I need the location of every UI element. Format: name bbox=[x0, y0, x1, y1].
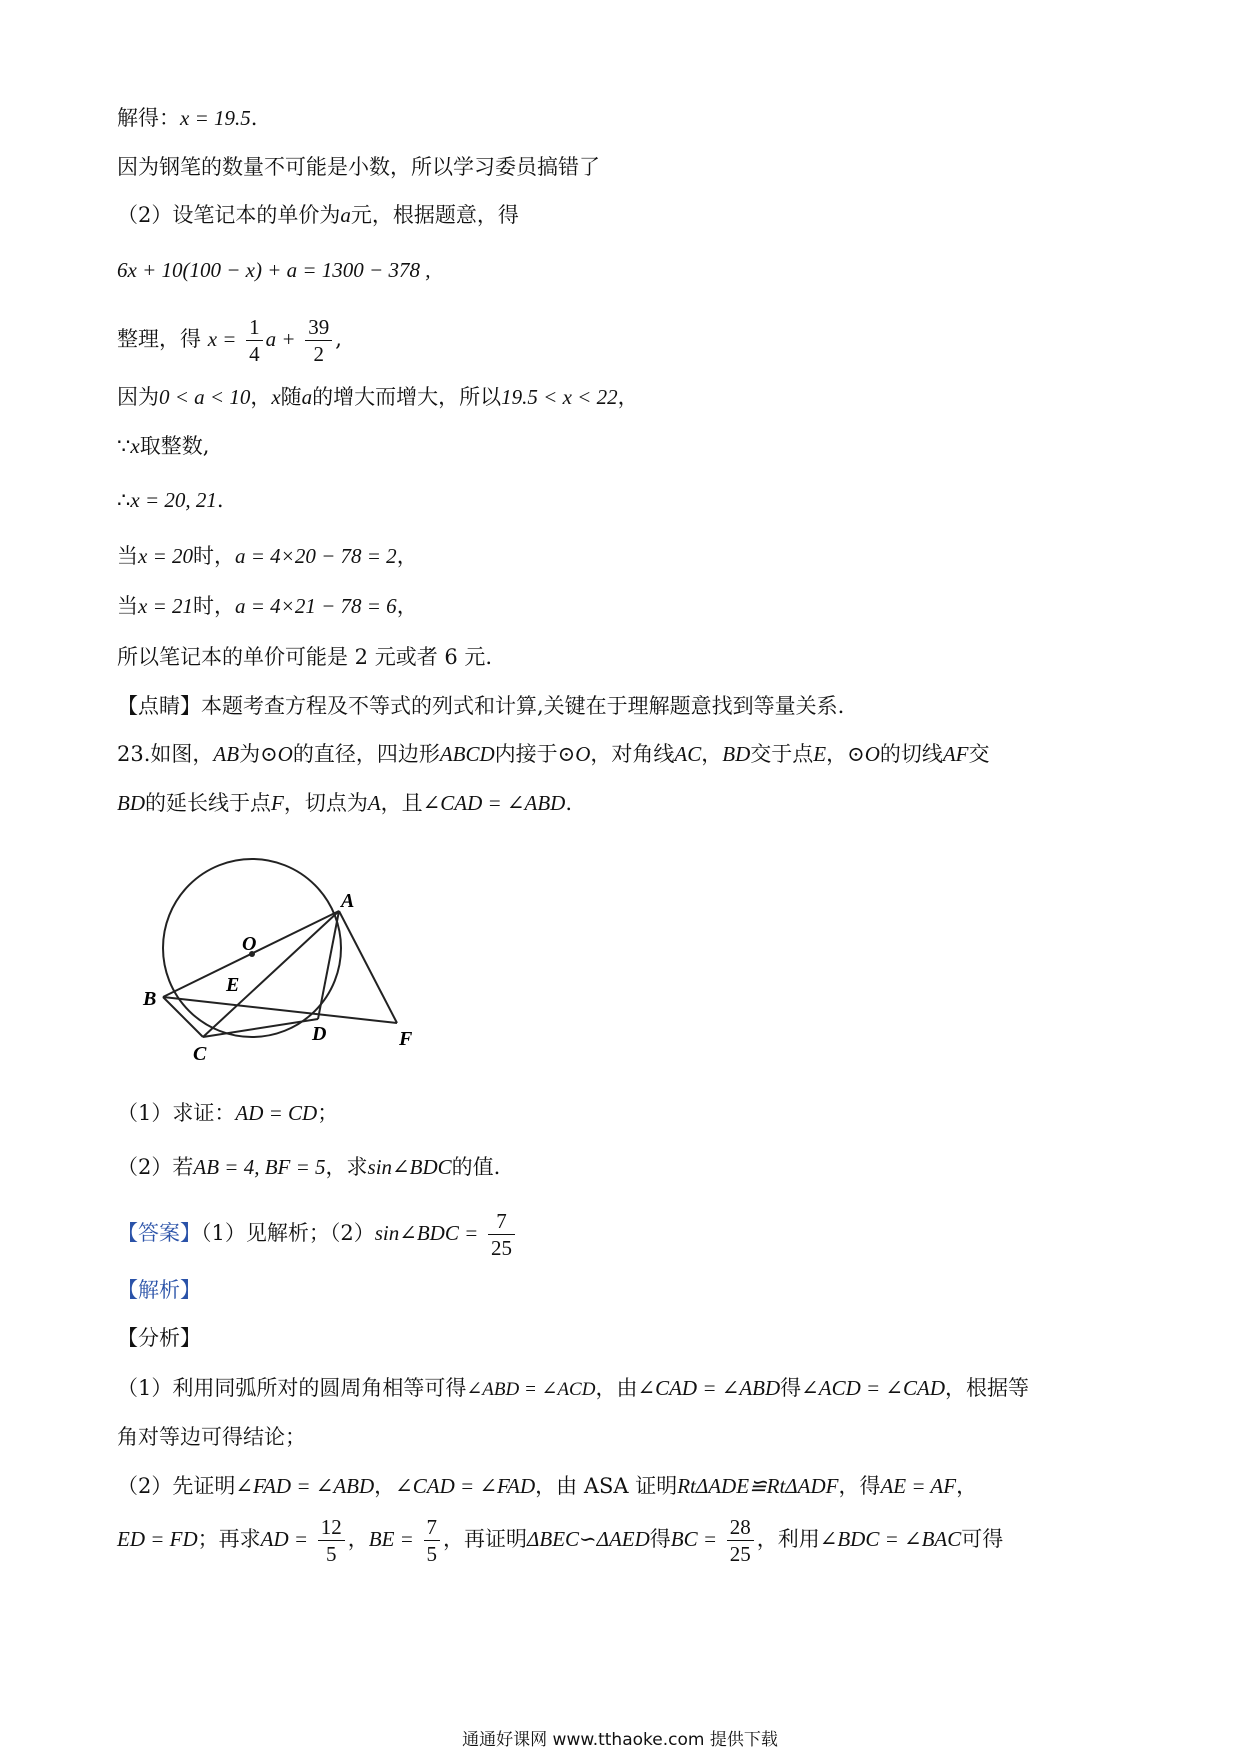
fraction-numerator: 28 bbox=[727, 1514, 754, 1541]
text: ，由 bbox=[595, 1376, 638, 1400]
text: ，且 bbox=[380, 791, 423, 815]
text: 的直径，四边形 bbox=[292, 742, 440, 766]
label-e: E bbox=[226, 974, 240, 996]
label-f: F bbox=[399, 1028, 413, 1050]
math: AB bbox=[213, 742, 240, 766]
math: 0 < a < 10 bbox=[159, 385, 251, 409]
text: ， bbox=[347, 1527, 369, 1551]
text: （1）求证： bbox=[117, 1101, 236, 1125]
solution-line bbox=[117, 104, 257, 132]
math: AC bbox=[674, 742, 702, 766]
analysis-3 bbox=[117, 1511, 1003, 1567]
math: ∠ACD = ∠CAD bbox=[801, 1376, 946, 1400]
math: x = 21 bbox=[138, 594, 193, 618]
text: （2）先证明 bbox=[117, 1474, 236, 1498]
math: x bbox=[130, 434, 140, 458]
math: a = 4×20 − 78 = 2 bbox=[235, 544, 397, 568]
text: 得 bbox=[649, 1527, 671, 1551]
math: AD = CD bbox=[235, 1101, 318, 1125]
label-c: C bbox=[193, 1043, 207, 1065]
fraction-denominator: 5 bbox=[426, 1542, 438, 1566]
math: ⊙O bbox=[260, 742, 293, 766]
text: （1）利用同弧所对的圆周角相等可得 bbox=[117, 1376, 467, 1400]
math: a = 4×21 − 78 = 6 bbox=[235, 594, 397, 618]
text: 的增大而增大，所以 bbox=[312, 385, 502, 409]
geometry-figure bbox=[140, 855, 430, 1065]
math: E bbox=[813, 742, 827, 766]
text: ， bbox=[250, 385, 272, 409]
text: ， bbox=[396, 544, 418, 568]
segment-af bbox=[339, 911, 397, 1023]
analysis-2 bbox=[117, 1472, 977, 1500]
text: ，根据等 bbox=[945, 1376, 1030, 1400]
math: x = 20 bbox=[138, 544, 193, 568]
text: ， bbox=[617, 385, 639, 409]
text-line: 因为钢笔的数量不可能是小数，所以学习委员搞错了 bbox=[117, 155, 600, 179]
text: ，利用 bbox=[756, 1527, 820, 1551]
math: ∠CAD = ∠ABD bbox=[637, 1376, 781, 1400]
fraction-numerator: 12 bbox=[318, 1514, 345, 1541]
question-23-line2 bbox=[117, 789, 572, 817]
text: ， bbox=[396, 594, 418, 618]
analysis-1 bbox=[117, 1374, 1029, 1404]
text-line bbox=[117, 432, 209, 460]
text: 时， bbox=[193, 544, 235, 568]
fraction-numerator: 1 bbox=[246, 314, 263, 341]
fraction-denominator: 4 bbox=[249, 342, 260, 366]
text: 取整数, bbox=[139, 434, 210, 458]
math: AB = 4, BF = 5 bbox=[193, 1155, 326, 1179]
label-a: A bbox=[341, 890, 355, 912]
part-2-question bbox=[117, 1153, 500, 1181]
jiexi-tag: 【解析】 bbox=[117, 1278, 201, 1302]
text-line bbox=[117, 592, 418, 620]
equation-line: 6x + 10(100 − x) + a = 1300 − 378 , bbox=[117, 258, 431, 282]
fraction bbox=[727, 1514, 754, 1567]
text: 的延长线于点 bbox=[145, 791, 271, 815]
question-23-line1 bbox=[117, 740, 990, 768]
text: ， bbox=[374, 1474, 396, 1498]
text: ，切点为 bbox=[283, 791, 368, 815]
math: RtΔADE≌RtΔADF bbox=[677, 1474, 839, 1498]
math: x bbox=[271, 385, 281, 409]
math: x = bbox=[207, 327, 237, 351]
fraction-denominator: 25 bbox=[490, 1236, 512, 1260]
math: x = 19.5 bbox=[180, 106, 251, 130]
text: 随 bbox=[280, 385, 302, 409]
math: sin∠BDC = bbox=[374, 1221, 479, 1245]
fraction bbox=[318, 1514, 345, 1567]
math: ED = FD bbox=[117, 1527, 198, 1551]
math: BD bbox=[117, 791, 145, 815]
text: 因为 bbox=[117, 385, 159, 409]
text: , bbox=[335, 327, 342, 351]
text: 为 bbox=[239, 742, 261, 766]
text: 的切线 bbox=[879, 742, 943, 766]
answer-tag: 【答案】 bbox=[117, 1221, 201, 1245]
math: ΔBEC∽ΔAED bbox=[527, 1527, 650, 1551]
answer-line bbox=[117, 1205, 518, 1261]
label-b: B bbox=[143, 988, 157, 1010]
text: 当 bbox=[117, 594, 138, 618]
math: a + bbox=[265, 327, 296, 351]
label-o: O bbox=[242, 933, 257, 955]
because-symbol: ∵ bbox=[117, 434, 131, 458]
text-line bbox=[117, 542, 418, 570]
text: 解得： bbox=[117, 106, 180, 130]
math: AF bbox=[942, 742, 969, 766]
fraction-denominator: 25 bbox=[729, 1542, 751, 1566]
label-d: D bbox=[312, 1023, 327, 1045]
math: sin∠BDC bbox=[367, 1155, 452, 1179]
text: ， bbox=[956, 1474, 978, 1498]
math: ⊙O bbox=[847, 742, 880, 766]
text: . bbox=[565, 791, 573, 815]
math: ∠FAD = ∠ABD bbox=[235, 1474, 375, 1498]
fenxi-tag: 【分析】 bbox=[117, 1326, 201, 1350]
math: ∠ABD = ∠ACD bbox=[466, 1379, 596, 1400]
text: . bbox=[250, 106, 258, 130]
equation-line bbox=[117, 311, 342, 367]
math: F bbox=[271, 791, 284, 815]
text: （2）设笔记本的单价为 bbox=[117, 203, 341, 227]
math: a bbox=[301, 385, 313, 409]
text: ； bbox=[317, 1101, 339, 1125]
math: ∠CAD = ∠FAD bbox=[395, 1474, 536, 1498]
math: 19.5 < x < 22 bbox=[501, 385, 618, 409]
math: BD bbox=[722, 742, 751, 766]
fraction-numerator: 7 bbox=[424, 1514, 441, 1541]
text: 得 bbox=[780, 1376, 802, 1400]
text: 时， bbox=[193, 594, 235, 618]
text: ，得 bbox=[838, 1474, 881, 1498]
analysis-1b: 角对等边可得结论； bbox=[117, 1425, 306, 1449]
text: （2）若 bbox=[117, 1155, 194, 1179]
fraction-denominator: 5 bbox=[326, 1542, 337, 1566]
text-line bbox=[117, 383, 639, 411]
fraction bbox=[488, 1208, 515, 1261]
text: ，求 bbox=[325, 1155, 368, 1179]
math: AD = bbox=[260, 1527, 309, 1551]
math: ABCD bbox=[439, 742, 495, 766]
math: A bbox=[367, 791, 381, 815]
text: 当 bbox=[117, 544, 138, 568]
text: 内接于 bbox=[494, 742, 558, 766]
text: ， bbox=[826, 742, 848, 766]
fraction-denominator: 2 bbox=[313, 342, 324, 366]
math: BC = bbox=[670, 1527, 718, 1551]
text: 的值. bbox=[451, 1155, 501, 1179]
text: 23.如图， bbox=[117, 742, 214, 766]
text: . bbox=[216, 488, 224, 512]
text: 交于点 bbox=[750, 742, 814, 766]
fraction bbox=[424, 1514, 441, 1567]
text-line bbox=[117, 201, 519, 229]
fraction bbox=[246, 314, 263, 367]
math: AE = AF bbox=[880, 1474, 957, 1498]
text-line: 所以笔记本的单价可能是 2 元或者 6 元. bbox=[117, 645, 493, 669]
math: ⊙O bbox=[557, 742, 591, 766]
dianjing-line: 【点睛】本题考查方程及不等式的列式和计算,关键在于理解题意找到等量关系. bbox=[117, 694, 845, 718]
text: 元，根据题意，得 bbox=[350, 203, 519, 227]
footer: 通通好课网 www.tthaoke.com 提供下载 bbox=[462, 1730, 778, 1750]
text: ， bbox=[701, 742, 723, 766]
math: BE = bbox=[368, 1527, 414, 1551]
text: ，由 ASA 证明 bbox=[535, 1474, 678, 1498]
text: 交 bbox=[968, 742, 990, 766]
fraction-numerator: 39 bbox=[305, 314, 332, 341]
math: a bbox=[340, 203, 351, 227]
math: x = 20, 21 bbox=[130, 488, 217, 512]
text: 整理，得 bbox=[117, 327, 201, 351]
fraction bbox=[305, 314, 332, 367]
math: ∠CAD = ∠ABD bbox=[422, 791, 566, 815]
therefore-symbol: ∴ bbox=[117, 488, 131, 512]
text: ；再求 bbox=[197, 1527, 261, 1551]
text: ，再证明 bbox=[443, 1527, 528, 1551]
text: 可得 bbox=[961, 1527, 1004, 1551]
text-line bbox=[117, 486, 224, 514]
text: （1）见解析；（2） bbox=[201, 1221, 375, 1245]
text: ，对角线 bbox=[590, 742, 675, 766]
fraction-numerator: 7 bbox=[488, 1208, 515, 1235]
math: ∠BDC = ∠BAC bbox=[819, 1527, 962, 1551]
part-1-question bbox=[117, 1099, 338, 1127]
